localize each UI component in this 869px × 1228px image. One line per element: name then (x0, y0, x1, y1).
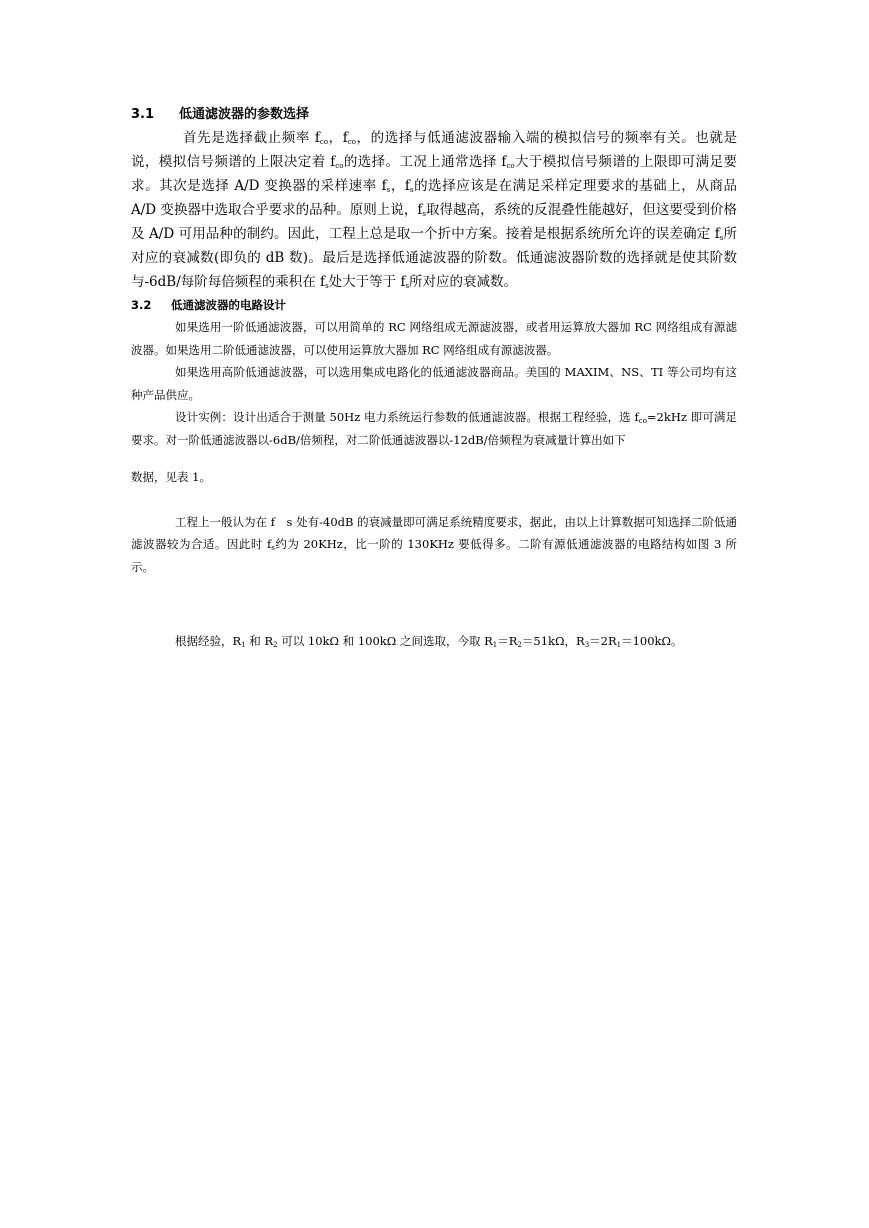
spacer (131, 451, 737, 466)
section-heading-3-2 (131, 294, 737, 316)
section-title: 低通滤波器的电路设计 (171, 298, 286, 312)
section-number: 3.1 (131, 107, 155, 122)
section-title: 低通滤波器的参数选择 (179, 107, 310, 122)
section-number: 3.2 (131, 298, 152, 312)
high-order-paragraph: 如果选用高阶低通滤波器，可以选用集成电路化的低通滤波器商品。美国的 MAXIM、NS、TI 等公司均有这种产品供应。 (131, 365, 737, 402)
section-heading-3-1 (131, 104, 737, 126)
table-reference-line: 数据，见表 1。 (131, 470, 211, 484)
design-example-paragraph: 设计实例：设计出适合于测量 50Hz 电力系统运行参数的低通滤波器。根据工程经验，选 $f_{co}=2kHz$ 即可满足要求。对一阶低通滤波器以-6dB/倍频程，对二阶低通滤波器以-12dB/倍频程为衰减量计算出如下 (131, 410, 737, 447)
spacer (131, 489, 737, 511)
first-second-order-paragraph: 如果选用一阶低通滤波器，可以用简单的 RC 网络组成无源滤波器，或者用运算放大器加 RC 网络组成有源滤波器。如果选用二阶低通滤波器，可以使用运算放大器加 RC 网络组成有源滤波器。 (131, 320, 737, 357)
parameter-selection-paragraph: 首先是选择截止频率 $f_{co}$，$f_{co}$，的选择与低通滤波器输入端的模拟信号的频率有关。也就是说，模拟信号频谱的上限决定着 $f_{co}$的选择。工况上通常选择 $f_{co}$大于模拟信号频谱的上限即可满足要求。其次是选择 A/D 变换器的采样速率 $f_s$，$f_s$的选择应该是在满足采样定理要求的基础上，从商品 A/D 变换器中选取合乎要求的品种。原则上说，$f_s$取得越高，系统的反混叠性能越好，但这要受到价格及 A/D 可用品种的制约。因此，工程上总是取一个折中方案。接着是根据系统所允许的误差确定 $f_s$所对应的衰减数(即负的 dB 数)。最后是选择低通滤波器的阶数。低通滤波器阶数的选择就是使其阶数与-6dB/每阶每倍频程的乘积在 $f_s$处大于等于 $f_s$所对应的衰减数。 (131, 130, 738, 290)
second-order-choice-paragraph: 工程上一般认为在 f s 处有-40dB 的衰减量即可满足系统精度要求，据此，由以上计算数据可知选择二阶低通滤波器较为合适。因此时 $f_s$约为 20KHz，比一阶的 130KHz 要低得多。二阶有源低通滤波器的电路结构如图 3 所示。 (131, 514, 737, 574)
document-page (131, 104, 737, 653)
spacer (131, 578, 737, 630)
resistor-selection-paragraph: 根据经验，$R_1$ 和 $R_2$ 可以 10kΩ 和 100kΩ 之间选取，今取 $R_1=R_2=51k\Omega$，$R_3=2R_1=100k\Omega$。 (175, 634, 683, 649)
